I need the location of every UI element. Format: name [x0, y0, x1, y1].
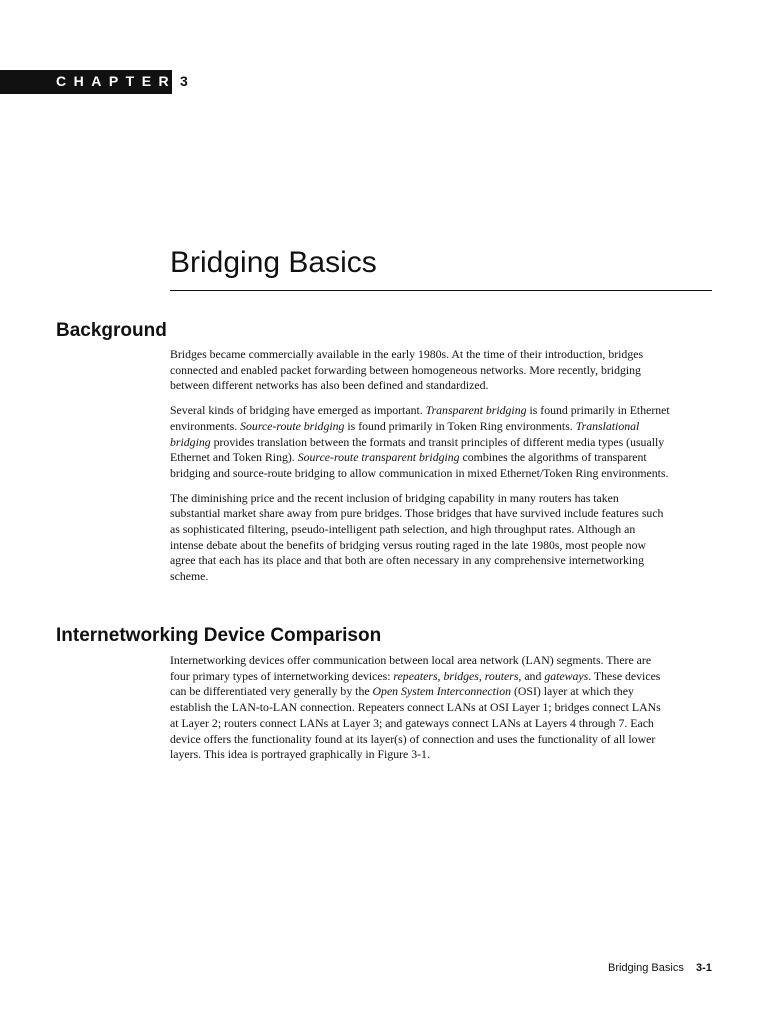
- italic-term: gateways: [544, 668, 589, 683]
- text-run: Internetworking devices offer communication between local area network (LAN) segments. There are four primary types of internetworking devices:: [170, 653, 652, 683]
- text-run: (OSI) layer at which they establish the LAN-to-LAN connection. Repeaters connect LANs at OSI Layer 1; bridges connect LANs at Layer 2; routers connect LANs at Layer 3; and gateways connect LANs at Layers 4 through 7. Each device offers the functionality found at its layer(s) of connection and uses the functionality of all lower layers. This idea is portrayed graphically in Figure 3-1.: [170, 684, 661, 762]
- chapter-label: CHAPTER: [56, 73, 177, 89]
- text-run: Bridges became commercially available in the early 1980s. At the time of their introduction, bridges connected and enabled packet forwarding between homogeneous networks. More recently, bridging between different networks has also been defined and standardized.: [170, 347, 644, 393]
- footer-title: Bridging Basics: [608, 962, 684, 974]
- italic-term: repeaters: [393, 668, 438, 683]
- body-paragraph: [170, 347, 670, 394]
- italic-term: Source-route bridging: [240, 418, 345, 433]
- italic-term: routers: [484, 668, 519, 683]
- text-run: ,: [478, 668, 485, 683]
- italic-term: Source-route transparent bridging: [297, 450, 460, 465]
- section-body-device-comparison: [170, 653, 670, 772]
- text-run: . These devices can be differentiated very generally by the: [170, 668, 661, 699]
- italic-term: bridges: [443, 668, 479, 683]
- text-run: The diminishing price and the recent inclusion of bridging capability in many routers has taken substantial market share away from pure bridges. Those bridges that have survived include features such as sophisticated filtering, pseudo-intelligent path selection, and high throughput rates. Although an intense debate about the benefits of bridging versus routing raged in the late 1980s, most people now agree that each has its place and that both are often necessary in any comprehensive internetworking scheme.: [170, 490, 664, 584]
- text-run: provides translation between the formats and transit principles of different media types (usually Ethernet and Token Ring).: [170, 434, 665, 465]
- text-run: is found primarily in Ethernet environments.: [170, 403, 670, 433]
- italic-term: Open System Interconnection: [372, 684, 511, 699]
- footer-page-number: 3-1: [696, 962, 712, 974]
- body-paragraph: [170, 403, 670, 482]
- section-heading-device-comparison: Internetworking Device Comparison: [56, 625, 382, 646]
- italic-term: Transparent bridging: [425, 403, 527, 418]
- text-run: is found primarily in Token Ring environments.: [344, 418, 576, 433]
- chapter-number: 3: [180, 73, 188, 89]
- text-run: Several kinds of bridging have emerged as important.: [170, 403, 426, 418]
- text-run: , and: [518, 668, 545, 683]
- italic-term: Translational bridging: [170, 418, 640, 449]
- body-paragraph: [170, 491, 670, 585]
- text-run: ,: [437, 668, 444, 683]
- text-run: combines the algorithms of transparent bridging and source-route bridging to allow communication in mixed Ethernet/Token Ring environments.: [170, 450, 669, 480]
- section-body-background: [170, 347, 670, 594]
- title-rule: [170, 290, 712, 291]
- body-paragraph: [170, 653, 670, 763]
- page-title: Bridging Basics: [170, 246, 377, 279]
- section-heading-background: Background: [56, 320, 167, 341]
